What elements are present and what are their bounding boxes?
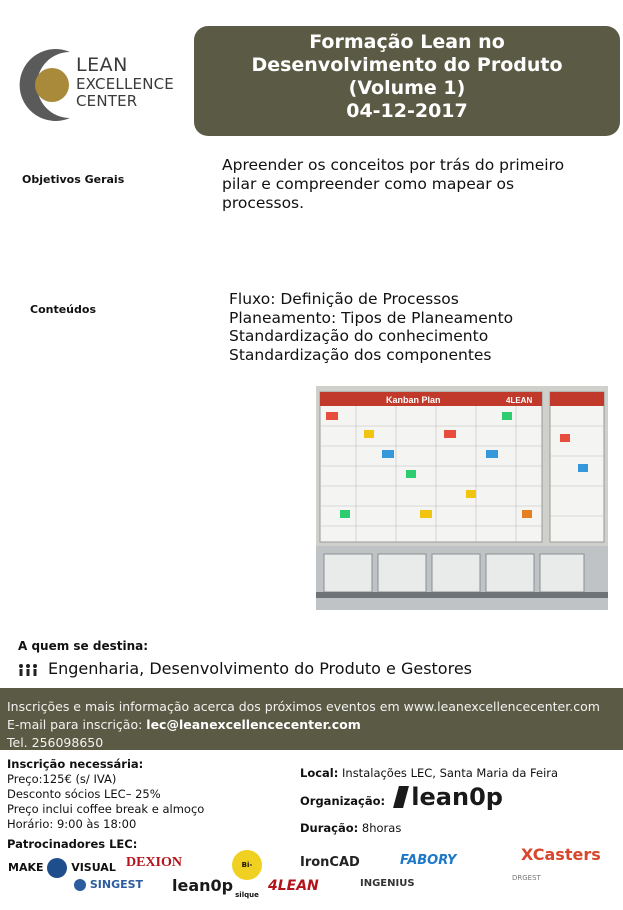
people-icon	[18, 663, 38, 677]
makeitvisual-logo-icon	[47, 858, 67, 878]
sponsor-ironcad	[300, 855, 360, 870]
registration-line: Preço inclui coffee break e almoço	[7, 802, 205, 816]
logo-line-center: CENTER	[76, 92, 138, 110]
local-label: Local:	[300, 766, 339, 780]
info-band	[0, 688, 623, 750]
sponsor-ingenius	[360, 878, 415, 889]
duration-value: 8horas	[358, 821, 402, 835]
sponsor-xcasters	[521, 845, 601, 864]
title-box	[194, 26, 620, 136]
conteudos-item: Standardização dos componentes	[229, 345, 492, 364]
duration-line	[300, 821, 401, 836]
sponsor-dexion	[126, 855, 182, 871]
sponsor-drgest-text: DRGEST	[512, 874, 541, 882]
sponsor-makeitvisual-b: VISUAL	[71, 861, 116, 874]
kanban-board-image	[316, 386, 608, 610]
sponsor-fabory-text: FABORY	[400, 853, 457, 868]
org-name: lean0p	[411, 783, 503, 811]
sponsor-leanop-text: lean0p	[172, 876, 234, 895]
board-brand: 4LEAN	[506, 396, 533, 405]
sponsors-label: Patrocinadores LEC:	[7, 837, 138, 851]
org-label: Organização:	[300, 794, 386, 808]
registration-line: Preço:125€ (s/ IVA)	[7, 772, 117, 786]
singest-logo-icon	[74, 879, 86, 891]
conteudos-item: Planeamento: Tipos de Planeamento	[229, 308, 514, 327]
audience-text: Engenharia, Desenvolvimento do Produto e Gestores	[48, 659, 472, 678]
sponsor-makeitvisual-a: MAKE	[8, 861, 44, 874]
conteudos-label: Conteúdos	[30, 303, 96, 316]
sponsor-ingenius-text: INGENIUS	[360, 878, 415, 889]
title-line-1: Formação Lean no	[309, 31, 505, 53]
logo-text	[76, 56, 174, 109]
phone-line: Tel. 256098650	[7, 735, 104, 750]
board-title: Kanban Plan	[386, 395, 441, 405]
email-link[interactable]: lec@leanexcellencecenter.com	[146, 717, 361, 732]
registration-details	[7, 772, 204, 832]
local-line	[300, 766, 558, 781]
sponsor-singest-text: SINGEST	[89, 878, 144, 891]
audience-label: A quem se destina:	[18, 639, 149, 653]
sponsor-ironcad-text: IronCAD	[300, 855, 360, 870]
registration-line: Horário: 9:00 às 18:00	[7, 817, 137, 831]
sponsor-singest	[74, 878, 143, 891]
audience-line	[18, 659, 472, 678]
sponsor-bisilque	[232, 850, 262, 899]
sponsor-4lean	[268, 878, 319, 894]
title-date: 04-12-2017	[346, 100, 468, 122]
email-label: E-mail para inscrição:	[7, 717, 147, 732]
duration-label: Duração:	[300, 821, 359, 835]
sponsor-makeitvisual	[8, 858, 116, 878]
objetivos-label: Objetivos Gerais	[22, 173, 125, 186]
xcasters-x-icon: X	[521, 845, 533, 864]
objetivos-line: processos.	[222, 194, 305, 212]
logo-line-excellence: EXCELLENCE	[76, 75, 174, 93]
objetivos-line: pilar e compreender como mapear os	[222, 175, 515, 193]
objetivos-text	[222, 156, 564, 213]
conteudos-list	[229, 290, 513, 364]
kanban-board-photo	[316, 386, 608, 610]
title-line-3: (Volume 1)	[348, 77, 466, 99]
info-line: Inscrições e mais informação acerca dos próximos eventos em www.leanexcellencecenter.com	[7, 699, 600, 714]
sponsor-4lean-text: 4LEAN	[268, 878, 319, 894]
sponsor-xcasters-text: Casters	[532, 845, 601, 864]
lean-excellence-center-logo-icon	[12, 44, 84, 126]
registration-label: Inscrição necessária:	[7, 757, 144, 771]
organizacao-line	[300, 783, 503, 812]
registration-line: Desconto sócios LEC– 25%	[7, 787, 161, 801]
sponsor-drgest	[512, 874, 541, 882]
email-line	[7, 717, 361, 732]
logo-line-lean: LEAN	[76, 54, 128, 76]
conteudos-item: Fluxo: Definição de Processos	[229, 290, 459, 308]
local-value: Instalações LEC, Santa Maria da Feira	[338, 766, 559, 780]
title-line-2: Desenvolvimento do Produto	[251, 54, 563, 76]
sponsor-fabory	[400, 853, 456, 868]
conteudos-item: Standardização do conhecimento	[229, 327, 489, 345]
sponsor-dexion-text: DEXION	[126, 855, 183, 870]
objetivos-line: Apreender os conceitos por trás do primeiro	[222, 156, 565, 174]
sponsor-bisilque-text: Bi-silque	[235, 861, 259, 899]
sponsor-leanop	[172, 876, 233, 895]
leanop-mark-icon	[393, 786, 409, 808]
